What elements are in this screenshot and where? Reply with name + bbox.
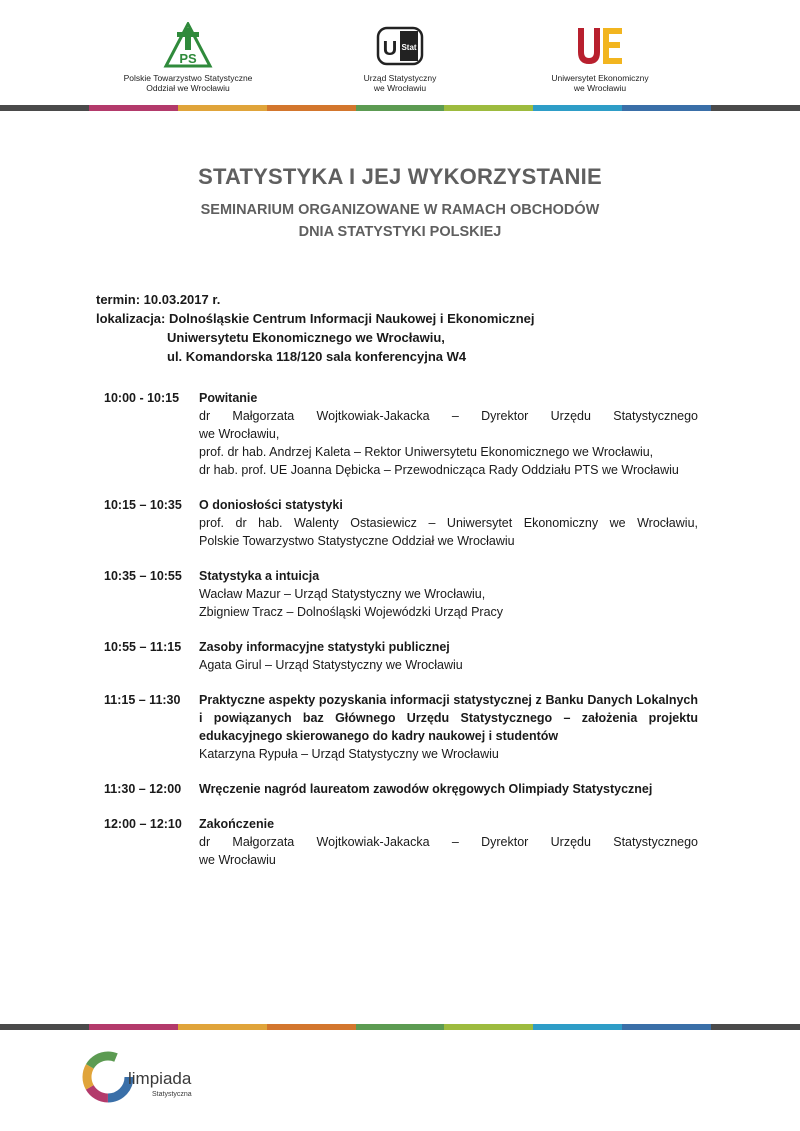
- document-subtitle-line1: SEMINARIUM ORGANIZOWANE W RAMACH OBCHODÓW: [200, 202, 600, 218]
- header-logos: [0, 22, 800, 100]
- event-date: termin: 10.03.2017 r.: [96, 292, 221, 307]
- ue-emblem-icon: [570, 22, 630, 68]
- agenda-time: 11:30 – 12:00: [104, 782, 182, 796]
- agenda-time: 10:35 – 10:55: [104, 569, 182, 583]
- ue-caption-line1: Uniwersytet Ekonomiczny: [551, 73, 649, 83]
- bottom-color-stripe: [0, 1024, 800, 1030]
- agenda-speaker-line: we Wrocławiu,: [199, 427, 280, 441]
- agenda-item: [104, 389, 698, 479]
- olimpiada-sub: Statystyczna: [152, 1091, 192, 1098]
- stripe-segment: [356, 1024, 445, 1030]
- agenda-topic: Zasoby informacyjne statystyki publicznej: [199, 640, 450, 654]
- agenda-time: 10:55 – 11:15: [104, 640, 182, 654]
- agenda-speaker-line: Agata Girul – Urząd Statystyczny we Wrocławiu: [199, 658, 463, 672]
- stripe-segment: [267, 1024, 356, 1030]
- agenda-body: [199, 638, 698, 674]
- agenda-time: 10:15 – 10:35: [104, 498, 182, 512]
- agenda-speaker-line: Wacław Mazur – Urząd Statystyczny we Wrocławiu,: [199, 587, 486, 601]
- agenda-speaker-line: Polskie Towarzystwo Statystyczne Oddział we Wrocławiu: [199, 534, 515, 548]
- agenda-body: [199, 780, 698, 798]
- stripe-segment: [533, 1024, 622, 1030]
- agenda-topic: Statystyka a intuicja: [199, 569, 320, 583]
- pts-logo: [118, 22, 258, 93]
- stripe-segment: [178, 105, 267, 111]
- us-logo: [350, 22, 450, 93]
- stripe-segment: [89, 1024, 178, 1030]
- agenda-item: [104, 815, 698, 869]
- pts-caption-line1: Polskie Towarzystwo Statystyczne: [123, 73, 253, 83]
- agenda-speaker-line: Zbigniew Tracz – Dolnośląski Wojewódzki Urząd Pracy: [199, 605, 504, 619]
- olimpiada-emblem-icon: [82, 1046, 212, 1108]
- stripe-segment: [0, 105, 89, 111]
- stripe-segment: [622, 1024, 711, 1030]
- agenda-body: [199, 691, 698, 763]
- top-color-stripe: [0, 105, 800, 111]
- ue-logo: [540, 22, 660, 93]
- stripe-segment: [622, 105, 711, 111]
- agenda-topic: Zakończenie: [199, 817, 275, 831]
- event-location-line2: Uniwersytetu Ekonomicznego we Wrocławiu,: [167, 330, 445, 345]
- stripe-segment: [178, 1024, 267, 1030]
- agenda-topic: Powitanie: [199, 391, 258, 405]
- agenda-speaker-line: Katarzyna Rypuła – Urząd Statystyczny we Wrocławiu: [199, 747, 499, 761]
- agenda-speaker-line: dr Małgorzata Wojtkowiak-Jakacka – Dyrektor Urzędu Statystycznego: [199, 835, 698, 849]
- agenda-body: [199, 389, 698, 479]
- us-caption-line2: we Wrocławiu: [373, 83, 427, 93]
- us-emblem-icon: [375, 22, 425, 68]
- agenda-body: [199, 815, 698, 869]
- agenda-time: 12:00 – 12:10: [104, 817, 182, 831]
- pts-emblem-icon: [158, 22, 218, 68]
- svg-text:Stat: Stat: [401, 43, 417, 52]
- agenda-speaker-line: prof. dr hab. Walenty Ostasiewicz – Uniwersytet Ekonomiczny we Wrocławiu,: [199, 516, 698, 530]
- agenda: [104, 389, 698, 886]
- agenda-item: [104, 780, 698, 798]
- pts-caption-line2: Oddział we Wrocławiu: [146, 83, 230, 93]
- agenda-topic: Praktyczne aspekty pozyskania informacji statystycznej z Banku Danych Lokalnych i powiązanych baz Głównego Urzędu Statystycznego – założenia projektu edukacyjnego skierowanego do kadry naukowej i studentów: [199, 693, 698, 743]
- agenda-speaker-line: prof. dr hab. Andrzej Kaleta – Rektor Uniwersytetu Ekonomicznego we Wrocławiu,: [199, 445, 654, 459]
- agenda-body: [199, 567, 698, 621]
- stripe-segment: [533, 105, 622, 111]
- agenda-time: 11:15 – 11:30: [104, 693, 181, 707]
- agenda-topic: Wręczenie nagród laureatom zawodów okręgowych Olimpiady Statystycznej: [199, 782, 653, 796]
- stripe-segment: [89, 105, 178, 111]
- stripe-segment: [711, 105, 800, 111]
- stripe-segment: [267, 105, 356, 111]
- stripe-segment: [444, 105, 533, 111]
- ue-caption-line2: we Wrocławiu: [573, 83, 627, 93]
- event-meta: [96, 290, 716, 366]
- stripe-segment: [356, 105, 445, 111]
- agenda-speaker-line: dr hab. prof. UE Joanna Dębicka – Przewodnicząca Rady Oddziału PTS we Wrocławiu: [199, 463, 679, 477]
- us-caption-line1: Urząd Statystyczny: [363, 73, 437, 83]
- agenda-time: 10:00 - 10:15: [104, 391, 180, 405]
- agenda-speaker-line: we Wrocławiu: [199, 853, 276, 867]
- agenda-body: [199, 496, 698, 550]
- event-location-line1: lokalizacja: Dolnośląskie Centrum Informacji Naukowej i Ekonomicznej: [96, 311, 535, 326]
- stripe-segment: [711, 1024, 800, 1030]
- olimpiada-word: limpiada: [128, 1069, 192, 1088]
- svg-text:U: U: [382, 38, 398, 60]
- agenda-item: [104, 638, 698, 674]
- agenda-item: [104, 496, 698, 550]
- document-title: STATYSTYKA I JEJ WYKORZYSTANIE: [198, 164, 602, 189]
- agenda-topic: O doniosłości statystyki: [199, 498, 343, 512]
- event-location-line3: ul. Komandorska 118/120 sala konferencyjna W4: [167, 349, 467, 364]
- stripe-segment: [0, 1024, 89, 1030]
- document-subtitle-line2: DNIA STATYSTYKI POLSKIEJ: [298, 224, 502, 240]
- svg-text:PS: PS: [179, 51, 197, 66]
- agenda-speaker-line: dr Małgorzata Wojtkowiak-Jakacka – Dyrektor Urzędu Statystycznego: [199, 409, 698, 423]
- stripe-segment: [444, 1024, 533, 1030]
- olimpiada-logo: [82, 1046, 212, 1108]
- agenda-item: [104, 691, 698, 763]
- agenda-item: [104, 567, 698, 621]
